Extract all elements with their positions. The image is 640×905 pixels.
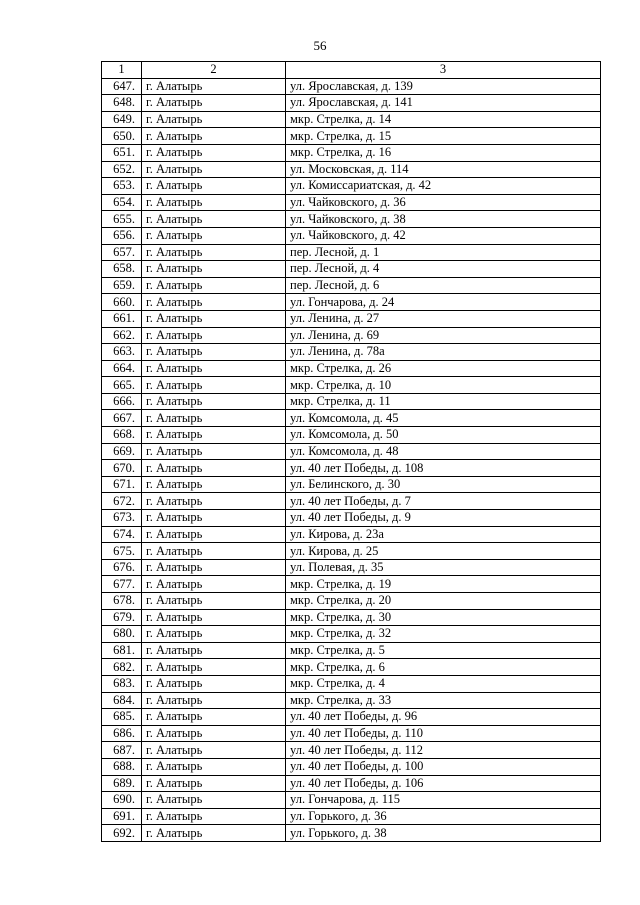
row-city: г. Алатырь (142, 476, 286, 493)
table-row (102, 692, 601, 709)
row-address: ул. Ленина, д. 27 (286, 310, 601, 327)
row-number: 677. (102, 576, 142, 593)
row-number: 649. (102, 111, 142, 128)
row-address: ул. Комсомола, д. 45 (286, 410, 601, 427)
row-address: ул. Кирова, д. 25 (286, 543, 601, 560)
table-row (102, 460, 601, 477)
row-address: мкр. Стрелка, д. 10 (286, 377, 601, 394)
row-number: 682. (102, 659, 142, 676)
row-city: г. Алатырь (142, 178, 286, 195)
table-row (102, 476, 601, 493)
row-number: 671. (102, 476, 142, 493)
table-row (102, 559, 601, 576)
table-row (102, 78, 601, 95)
row-address: мкр. Стрелка, д. 16 (286, 144, 601, 161)
row-number: 648. (102, 95, 142, 112)
table-row (102, 111, 601, 128)
row-number: 674. (102, 526, 142, 543)
row-number: 661. (102, 310, 142, 327)
row-city: г. Алатырь (142, 626, 286, 643)
table-row (102, 808, 601, 825)
row-address: мкр. Стрелка, д. 4 (286, 675, 601, 692)
column-header-address: 3 (286, 62, 601, 79)
row-city: г. Алатырь (142, 808, 286, 825)
row-city: г. Алатырь (142, 360, 286, 377)
row-city: г. Алатырь (142, 95, 286, 112)
table-row (102, 377, 601, 394)
table-row (102, 178, 601, 195)
row-city: г. Алатырь (142, 576, 286, 593)
table-row (102, 360, 601, 377)
row-city: г. Алатырь (142, 427, 286, 444)
row-number: 687. (102, 742, 142, 759)
table-row (102, 128, 601, 145)
row-number: 681. (102, 642, 142, 659)
row-city: г. Алатырь (142, 642, 286, 659)
row-address: ул. 40 лет Победы, д. 110 (286, 725, 601, 742)
table-row (102, 792, 601, 809)
row-number: 675. (102, 543, 142, 560)
row-city: г. Алатырь (142, 211, 286, 228)
row-address: пер. Лесной, д. 1 (286, 244, 601, 261)
row-city: г. Алатырь (142, 675, 286, 692)
row-address: ул. 40 лет Победы, д. 100 (286, 758, 601, 775)
row-address: ул. Горького, д. 38 (286, 825, 601, 842)
row-address: ул. Комсомола, д. 48 (286, 443, 601, 460)
row-number: 676. (102, 559, 142, 576)
table-row (102, 609, 601, 626)
row-city: г. Алатырь (142, 128, 286, 145)
table-row (102, 227, 601, 244)
row-number: 651. (102, 144, 142, 161)
row-address: пер. Лесной, д. 4 (286, 261, 601, 278)
row-city: г. Алатырь (142, 227, 286, 244)
table-body (102, 78, 601, 841)
row-number: 662. (102, 327, 142, 344)
table-row (102, 526, 601, 543)
row-number: 664. (102, 360, 142, 377)
row-city: г. Алатырь (142, 559, 286, 576)
table-row (102, 576, 601, 593)
table-row (102, 393, 601, 410)
row-number: 688. (102, 758, 142, 775)
table-row (102, 344, 601, 361)
row-address: мкр. Стрелка, д. 26 (286, 360, 601, 377)
row-number: 691. (102, 808, 142, 825)
row-city: г. Алатырь (142, 327, 286, 344)
row-city: г. Алатырь (142, 410, 286, 427)
table-row (102, 825, 601, 842)
row-address: мкр. Стрелка, д. 14 (286, 111, 601, 128)
table-row (102, 261, 601, 278)
row-city: г. Алатырь (142, 344, 286, 361)
row-address: ул. Ленина, д. 78а (286, 344, 601, 361)
row-city: г. Алатырь (142, 758, 286, 775)
row-number: 672. (102, 493, 142, 510)
table-row (102, 775, 601, 792)
row-address: мкр. Стрелка, д. 20 (286, 593, 601, 610)
row-address: ул. 40 лет Победы, д. 96 (286, 709, 601, 726)
row-number: 647. (102, 78, 142, 95)
row-number: 667. (102, 410, 142, 427)
row-number: 673. (102, 510, 142, 527)
row-address: ул. Полевая, д. 35 (286, 559, 601, 576)
row-address: ул. Гончарова, д. 115 (286, 792, 601, 809)
row-city: г. Алатырь (142, 277, 286, 294)
table-row (102, 211, 601, 228)
row-city: г. Алатырь (142, 725, 286, 742)
table-row (102, 95, 601, 112)
row-number: 669. (102, 443, 142, 460)
row-address: ул. Чайковского, д. 36 (286, 194, 601, 211)
row-city: г. Алатырь (142, 261, 286, 278)
row-address: мкр. Стрелка, д. 5 (286, 642, 601, 659)
row-number: 663. (102, 344, 142, 361)
row-number: 652. (102, 161, 142, 178)
row-address: ул. Комсомола, д. 50 (286, 427, 601, 444)
row-number: 690. (102, 792, 142, 809)
table-row (102, 593, 601, 610)
row-city: г. Алатырь (142, 692, 286, 709)
row-address: ул. Гончарова, д. 24 (286, 294, 601, 311)
row-number: 686. (102, 725, 142, 742)
row-address: мкр. Стрелка, д. 11 (286, 393, 601, 410)
table-row (102, 427, 601, 444)
row-address: ул. Чайковского, д. 42 (286, 227, 601, 244)
table-row (102, 709, 601, 726)
row-address: ул. 40 лет Победы, д. 106 (286, 775, 601, 792)
row-city: г. Алатырь (142, 792, 286, 809)
row-address: пер. Лесной, д. 6 (286, 277, 601, 294)
table-row (102, 294, 601, 311)
row-city: г. Алатырь (142, 775, 286, 792)
table-row (102, 327, 601, 344)
table-row (102, 410, 601, 427)
table-row (102, 277, 601, 294)
row-city: г. Алатырь (142, 593, 286, 610)
table-row (102, 244, 601, 261)
row-number: 666. (102, 393, 142, 410)
row-city: г. Алатырь (142, 825, 286, 842)
row-address: ул. 40 лет Победы, д. 108 (286, 460, 601, 477)
row-number: 653. (102, 178, 142, 195)
row-address: ул. Ярославская, д. 141 (286, 95, 601, 112)
table-row (102, 144, 601, 161)
table-row (102, 626, 601, 643)
row-number: 678. (102, 593, 142, 610)
column-header-number: 1 (102, 62, 142, 79)
row-number: 655. (102, 211, 142, 228)
row-number: 670. (102, 460, 142, 477)
row-address: ул. Ленина, д. 69 (286, 327, 601, 344)
table-row (102, 310, 601, 327)
row-number: 657. (102, 244, 142, 261)
row-city: г. Алатырь (142, 393, 286, 410)
table-row (102, 675, 601, 692)
table-row (102, 642, 601, 659)
row-city: г. Алатырь (142, 543, 286, 560)
row-city: г. Алатырь (142, 510, 286, 527)
row-address: ул. Белинского, д. 30 (286, 476, 601, 493)
row-city: г. Алатырь (142, 78, 286, 95)
row-number: 692. (102, 825, 142, 842)
address-table (101, 61, 601, 842)
row-number: 679. (102, 609, 142, 626)
table-row (102, 543, 601, 560)
row-number: 654. (102, 194, 142, 211)
row-address: ул. Ярославская, д. 139 (286, 78, 601, 95)
row-city: г. Алатырь (142, 493, 286, 510)
row-address: ул. Чайковского, д. 38 (286, 211, 601, 228)
table-row (102, 161, 601, 178)
row-number: 680. (102, 626, 142, 643)
table-row (102, 194, 601, 211)
row-city: г. Алатырь (142, 144, 286, 161)
row-number: 658. (102, 261, 142, 278)
row-address: ул. Комиссариатская, д. 42 (286, 178, 601, 195)
table-row (102, 493, 601, 510)
table-row (102, 510, 601, 527)
row-number: 684. (102, 692, 142, 709)
row-address: ул. 40 лет Победы, д. 9 (286, 510, 601, 527)
row-number: 685. (102, 709, 142, 726)
row-city: г. Алатырь (142, 526, 286, 543)
row-number: 660. (102, 294, 142, 311)
row-number: 683. (102, 675, 142, 692)
row-city: г. Алатырь (142, 294, 286, 311)
row-address: мкр. Стрелка, д. 33 (286, 692, 601, 709)
table-row (102, 742, 601, 759)
table-row (102, 659, 601, 676)
row-city: г. Алатырь (142, 742, 286, 759)
row-city: г. Алатырь (142, 377, 286, 394)
table-row (102, 758, 601, 775)
row-number: 656. (102, 227, 142, 244)
row-number: 689. (102, 775, 142, 792)
row-city: г. Алатырь (142, 709, 286, 726)
row-number: 665. (102, 377, 142, 394)
row-address: ул. 40 лет Победы, д. 112 (286, 742, 601, 759)
table-row (102, 725, 601, 742)
row-number: 650. (102, 128, 142, 145)
row-city: г. Алатырь (142, 443, 286, 460)
row-number: 659. (102, 277, 142, 294)
page-number: 56 (313, 38, 327, 53)
row-city: г. Алатырь (142, 609, 286, 626)
row-city: г. Алатырь (142, 244, 286, 261)
column-header-city: 2 (142, 62, 286, 79)
row-address: мкр. Стрелка, д. 19 (286, 576, 601, 593)
row-address: мкр. Стрелка, д. 30 (286, 609, 601, 626)
row-address: мкр. Стрелка, д. 6 (286, 659, 601, 676)
row-number: 668. (102, 427, 142, 444)
table-header-row (102, 62, 601, 79)
row-city: г. Алатырь (142, 194, 286, 211)
row-city: г. Алатырь (142, 659, 286, 676)
row-address: ул. Московская, д. 114 (286, 161, 601, 178)
row-address: ул. Кирова, д. 23а (286, 526, 601, 543)
row-address: мкр. Стрелка, д. 32 (286, 626, 601, 643)
row-city: г. Алатырь (142, 310, 286, 327)
row-city: г. Алатырь (142, 161, 286, 178)
row-city: г. Алатырь (142, 111, 286, 128)
row-address: ул. Горького, д. 36 (286, 808, 601, 825)
row-address: ул. 40 лет Победы, д. 7 (286, 493, 601, 510)
row-address: мкр. Стрелка, д. 15 (286, 128, 601, 145)
row-city: г. Алатырь (142, 460, 286, 477)
table-row (102, 443, 601, 460)
